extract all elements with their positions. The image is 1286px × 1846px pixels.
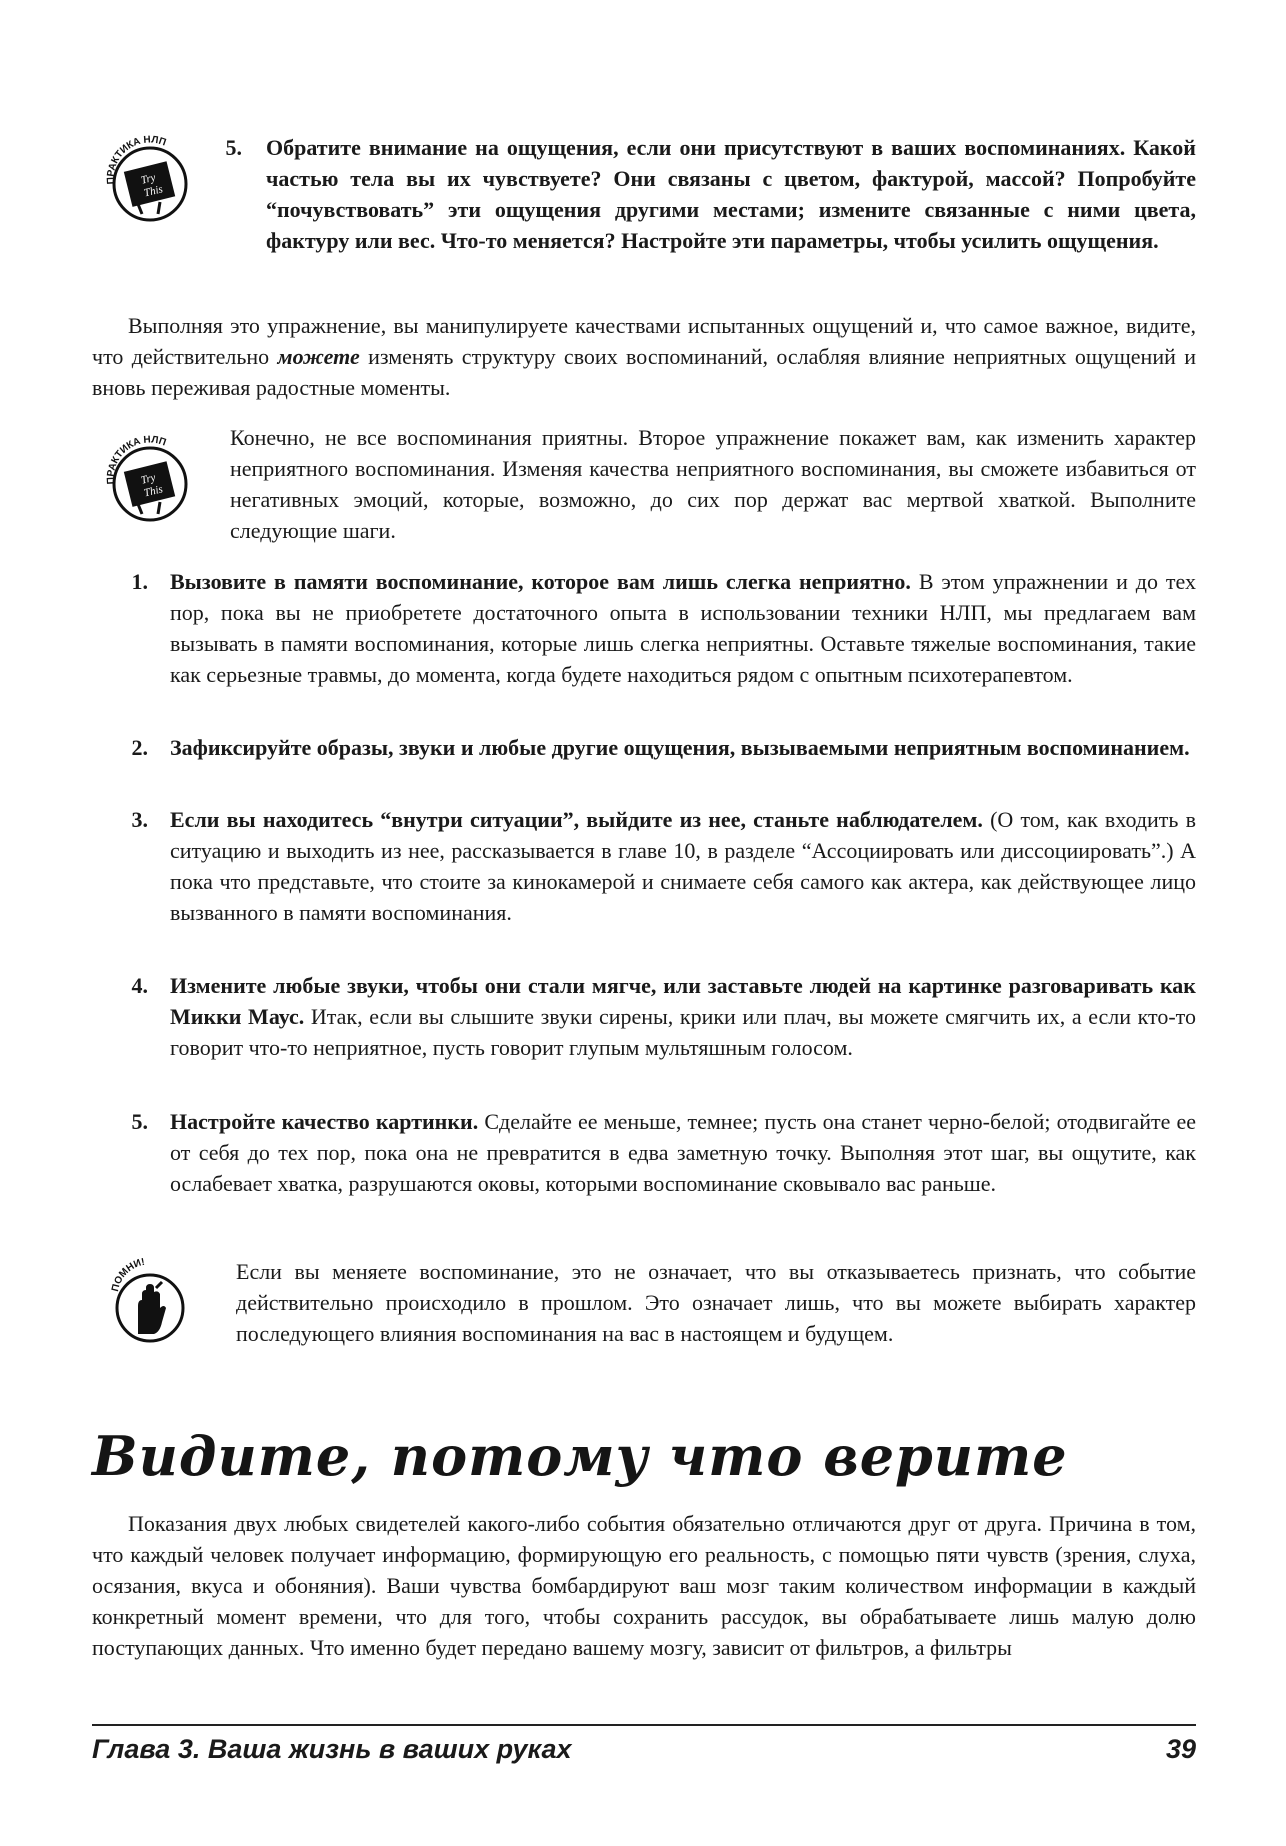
step-title: Вызовите в памяти воспоминание, которое вам лишь слегка неприятно. — [170, 569, 911, 594]
page-number: 39 — [1165, 1734, 1196, 1764]
remember-note: Если вы меняете воспоминание, это не означает, что вы отказываетесь признать, что событие действительно происходило в прошлом. Это означает лишь, что вы можете выбирать характер последующего влияния воспоминания на вас в настоящем и будущем. — [236, 1259, 1196, 1346]
step-number: 5. — [225, 135, 242, 160]
svg-text:ПОМНИ!: ПОМНИ! — [110, 1256, 146, 1293]
step-item — [170, 566, 1196, 690]
step-item — [170, 804, 1196, 928]
step-item — [170, 1106, 1196, 1199]
chapter-title: Глава 3. Ваша жизнь в ваших руках — [92, 1734, 572, 1764]
step-number: 3. — [131, 807, 148, 832]
paragraph: Показания двух любых свидетелей какого-либо события обязательно отличаются друг от друга. Причина в том, что каждый человек получает информацию, формирующую его реальность, с помощью пяти чувств (зрения, слуха, осязания, вкуса и обоняния). Ваши чувства бомбардируют ваш мозг таким количеством информации в каждый конкретный момент времени, что для того, чтобы сохранить рассудок, вы обрабатываете лишь малую долю поступающих данных. Что именно будет передано вашему мозгу, зависит от фильтров, а фильтры — [92, 1511, 1196, 1660]
remember-icon — [100, 1248, 196, 1344]
step-number: 1. — [131, 569, 148, 594]
step-title: Если вы находитесь “внутри ситуации”, выйдите из нее, станьте наблюдателем. — [170, 807, 983, 832]
step-title: Настройте качество картинки. — [170, 1109, 479, 1134]
step-number: 4. — [131, 973, 148, 998]
svg-text:This: This — [142, 483, 165, 500]
step-title: Измените любые звуки, чтобы они стали мягче, или заставьте людей на картинке разговаривать как Микки Маус. — [170, 973, 1196, 1029]
svg-text:ПРАКТИКА НЛП: ПРАКТИКА НЛП — [105, 434, 168, 485]
svg-text:Try: Try — [139, 471, 157, 487]
step-item — [170, 970, 1196, 1063]
step-body: Итак, если вы слышите звуки сирены, крики или плач, вы можете смягчить их, а если кто-то говорит что-то неприятное, пусть говорит глупым мультяшным голосом. — [170, 1004, 1196, 1060]
step-text: Обратите внимание на ощущения, если они присутствуют в ваших воспоминаниях. Какой частью тела вы их чувствуете? Они связаны с цветом, фактурой, массой? Попробуйте “почувствовать” эти ощущения другими местами; измените связанные с ними цвета, фактуру или вес. Что-то меняется? Настройте эти параметры, чтобы усилить ощущения. — [266, 135, 1196, 253]
paragraph-text: Выполняя это упражнение, вы манипулируете качествами испытанных ощущений и, что самое важное, видите, что действительно — [92, 313, 1196, 369]
step-number: 5. — [131, 1109, 148, 1134]
paragraph-text: изменять структуру своих воспоминаний, ослабляя влияние неприятных ощущений и вновь переживая радостные моменты. — [92, 344, 1196, 400]
section-heading: Видите, потому что верите — [92, 1424, 1068, 1488]
svg-text:Try: Try — [139, 171, 157, 187]
try-this-icon — [100, 428, 196, 524]
svg-text:This: This — [142, 183, 165, 200]
step-body: В этом упражнении и до тех пор, пока вы не приобретете достаточного опыта в использовании техники НЛП, мы предлагаем вам вызывать в памяти воспоминания, которые лишь слегка неприятны. Оставьте тяжелые воспоминания, такие как серьезные травмы, до момента, когда будете находиться рядом с опытным психотерапевтом. — [170, 569, 1196, 687]
step-body: (О том, как входить в ситуацию и выходить из нее, рассказывается в главе 10, в разделе “Ассоциировать или диссоциировать”.) А пока что представьте, что стоите за кинокамерой и снимаете себя самого как актера, как действующее лицо вызванного в памяти воспоминания. — [170, 807, 1196, 925]
paragraph: Конечно, не все воспоминания приятны. Второе упражнение покажет вам, как изменить характер неприятного воспоминания. Изменяя качества неприятного воспоминания, вы сможете избавиться от негативных эмоций, которые, возможно, до сих пор держат вас мертвой хваткой. Выполните следующие шаги. — [230, 425, 1196, 543]
svg-text:ПРАКТИКА НЛП: ПРАКТИКА НЛП — [105, 134, 168, 185]
step-title: Зафиксируйте образы, звуки и любые другие ощущения, вызываемыми неприятным воспоминанием. — [170, 735, 1190, 760]
step-body: Сделайте ее меньше, темнее; пусть она станет черно-белой; отодвигайте ее от себя до тех пор, пока она не превратится в едва заметную точку. Выполняя этот шаг, вы ощутите, как ослабевает хватка, разрушаются оковы, которыми воспоминание сковывало вас раньше. — [170, 1109, 1197, 1196]
footer-rule — [92, 1724, 1196, 1726]
step-number: 2. — [131, 735, 148, 760]
try-this-icon — [100, 128, 196, 224]
emphasis: можете — [277, 344, 360, 369]
paragraph — [92, 310, 1196, 403]
step-item — [170, 732, 1196, 763]
